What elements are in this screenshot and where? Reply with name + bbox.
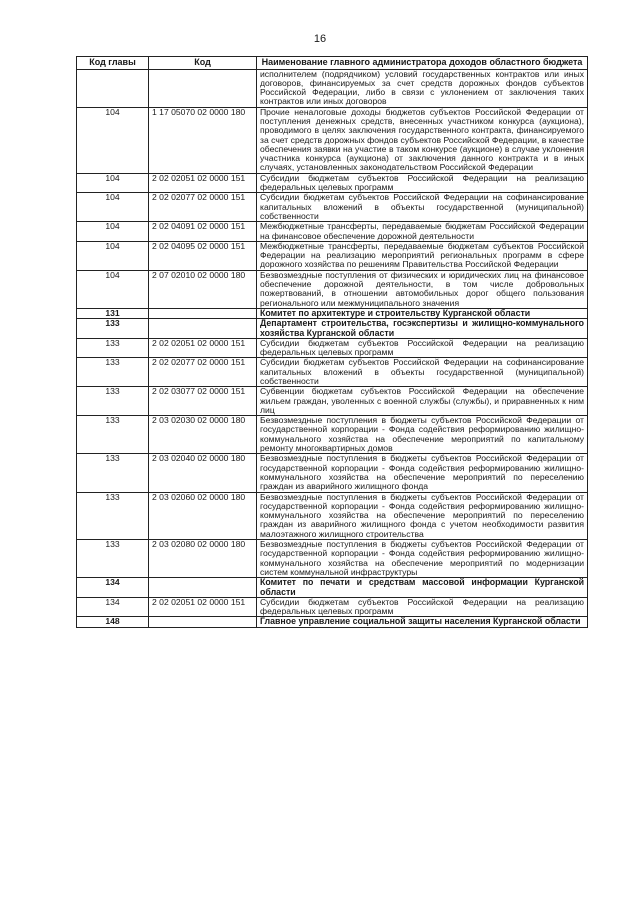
chapter-code-cell [77, 69, 149, 107]
chapter-code-cell: 104 [77, 270, 149, 308]
table-row [77, 387, 588, 416]
table-row [77, 578, 588, 598]
table-row [77, 270, 588, 308]
chapter-code-cell: 133 [77, 540, 149, 578]
revenue-code-cell: 2 02 02077 02 0000 151 [149, 193, 257, 222]
revenue-code-cell: 2 03 02030 02 0000 180 [149, 416, 257, 454]
administrator-name-cell: Субсидии бюджетам субъектов Российской Федерации на софинансирование капитальных вложений в объекты государственной (муниципальной) собственности [257, 358, 588, 387]
table-row [77, 319, 588, 339]
administrator-name-cell: Субсидии бюджетам субъектов Российской Федерации на реализацию федеральных целевых программ [257, 597, 588, 617]
table-row [77, 540, 588, 578]
chapter-code-cell: 133 [77, 416, 149, 454]
administrator-name-cell: Департамент строительства, госэкспертизы и жилищно-коммунального хозяйства Курганской области [257, 319, 588, 339]
revenue-code-cell: 1 17 05070 02 0000 180 [149, 107, 257, 173]
table-row [77, 492, 588, 539]
chapter-code-cell: 133 [77, 338, 149, 358]
administrator-name-cell: Комитет по печати и средствам массовой информации Курганской области [257, 578, 588, 598]
table-row [77, 69, 588, 107]
chapter-code-cell: 134 [77, 597, 149, 617]
table-row [77, 358, 588, 387]
administrator-name-cell: Безвозмездные поступления в бюджеты субъектов Российской Федерации от государственной корпорации - Фонда содействия реформированию жилищно-коммунального хозяйства на обеспечение мероприятий по капитальному ремонту многоквартирных домов [257, 416, 588, 454]
table-header-row [77, 57, 588, 70]
table-row [77, 597, 588, 617]
revenue-code-cell: 2 03 02060 02 0000 180 [149, 492, 257, 539]
administrator-name-cell: Субсидии бюджетам субъектов Российской Федерации на реализацию федеральных целевых программ [257, 173, 588, 193]
chapter-code-cell: 133 [77, 387, 149, 416]
table-row [77, 193, 588, 222]
administrator-name-cell: Межбюджетные трансферты, передаваемые бюджетам Российской Федерации на финансовое обеспечение дорожной деятельности [257, 222, 588, 242]
chapter-code-cell: 104 [77, 241, 149, 270]
revenue-code-cell: 2 02 02051 02 0000 151 [149, 338, 257, 358]
chapter-code-cell: 131 [77, 308, 149, 318]
chapter-code-cell: 104 [77, 173, 149, 193]
revenue-administrators-table [76, 56, 588, 628]
revenue-code-cell: 2 03 02040 02 0000 180 [149, 454, 257, 492]
table-row [77, 617, 588, 627]
table-row [77, 416, 588, 454]
revenue-code-cell [149, 319, 257, 339]
table-row [77, 107, 588, 173]
administrator-name-cell: Безвозмездные поступления в бюджеты субъектов Российской Федерации от государственной корпорации - Фонда содействия реформированию жилищно-коммунального хозяйства на обеспечение мероприятий по переселению граждан из аварийного жилищного фонда [257, 454, 588, 492]
table-row [77, 308, 588, 318]
revenue-code-cell: 2 03 02080 02 0000 180 [149, 540, 257, 578]
chapter-code-cell: 148 [77, 617, 149, 627]
administrator-name-cell: Субсидии бюджетам субъектов Российской Федерации на софинансирование капитальных вложений в объекты государственной (муниципальной) собственности [257, 193, 588, 222]
revenue-code-cell: 2 02 02051 02 0000 151 [149, 597, 257, 617]
chapter-code-cell: 133 [77, 319, 149, 339]
administrator-name-cell: исполнителем (подрядчиком) условий государственных контрактов или иных договоров, финансируемых за счет средств дорожных фондов субъектов Российской Федерации, либо в связи с уклонением от заключения таких контрактов или иных договоров [257, 69, 588, 107]
revenue-code-cell: 2 07 02010 02 0000 180 [149, 270, 257, 308]
administrator-name-cell: Безвозмездные поступления в бюджеты субъектов Российской Федерации от государственной корпорации - Фонда содействия реформированию жилищно-коммунального хозяйства на обеспечение мероприятий по модернизации систем коммунальной инфраструктуры [257, 540, 588, 578]
header-code: Код [149, 57, 257, 70]
revenue-code-cell: 2 02 04095 02 0000 151 [149, 241, 257, 270]
administrator-name-cell: Субвенции бюджетам субъектов Российской Федерации на обеспечение жильем граждан, уволенных с военной службы (службы), и приравненных к ним лиц [257, 387, 588, 416]
table-row [77, 338, 588, 358]
revenue-code-cell [149, 578, 257, 598]
header-chapter-code: Код главы [77, 57, 149, 70]
revenue-code-cell [149, 617, 257, 627]
table-row [77, 173, 588, 193]
table-row [77, 454, 588, 492]
chapter-code-cell: 133 [77, 454, 149, 492]
chapter-code-cell: 104 [77, 193, 149, 222]
table-row [77, 222, 588, 242]
administrator-name-cell: Субсидии бюджетам субъектов Российской Федерации на реализацию федеральных целевых программ [257, 338, 588, 358]
administrator-name-cell: Прочие неналоговые доходы бюджетов субъектов Российской Федерации от поступления денежных средств, внесенных участником конкурса (аукциона), проводимого в целях заключения государственного контракта, финансируемого за счет средств дорожных фондов субъектов Российской Федерации, в качестве обеспечения заявки на участие в таком конкурсе (аукционе) в случае уклонения участника конкурса (аукциона) от заключения данного контракта и в иных случаях, установленных законодательством Российской Федерации [257, 107, 588, 173]
chapter-code-cell: 133 [77, 492, 149, 539]
administrator-name-cell: Безвозмездные поступления от физических и юридических лиц на финансовое обеспечение дорожной деятельности, в том числе добровольных пожертвований, в отношении автомобильных дорог общего пользования регионального или межмуниципального значения [257, 270, 588, 308]
revenue-code-cell [149, 308, 257, 318]
chapter-code-cell: 104 [77, 222, 149, 242]
table-row [77, 241, 588, 270]
revenue-code-cell: 2 02 02051 02 0000 151 [149, 173, 257, 193]
revenue-code-cell: 2 02 04091 02 0000 151 [149, 222, 257, 242]
administrator-name-cell: Главное управление социальной защиты населения Курганской области [257, 617, 588, 627]
revenue-code-cell: 2 02 02077 02 0000 151 [149, 358, 257, 387]
chapter-code-cell: 134 [77, 578, 149, 598]
revenue-code-cell [149, 69, 257, 107]
administrator-name-cell: Безвозмездные поступления в бюджеты субъектов Российской Федерации от государственной корпорации - Фонда содействия реформированию жилищно-коммунального хозяйства на обеспечение мероприятий по переселению граждан из аварийного жилищного фонда с учетом необходимости развития малоэтажного жилищного строительства [257, 492, 588, 539]
table-body [77, 69, 588, 627]
header-administrator-name: Наименование главного администратора доходов областного бюджета [257, 57, 588, 70]
administrator-name-cell: Комитет по архитектуре и строительству Курганской области [257, 308, 588, 318]
page-number: 16 [313, 33, 327, 45]
administrator-name-cell: Межбюджетные трансферты, передаваемые бюджетам субъектов Российской Федерации на реализацию мероприятий региональных программ в сфере дорожного хозяйства по решениям Правительства Российской Федерации [257, 241, 588, 270]
chapter-code-cell: 133 [77, 358, 149, 387]
revenue-code-cell: 2 02 03077 02 0000 151 [149, 387, 257, 416]
chapter-code-cell: 104 [77, 107, 149, 173]
